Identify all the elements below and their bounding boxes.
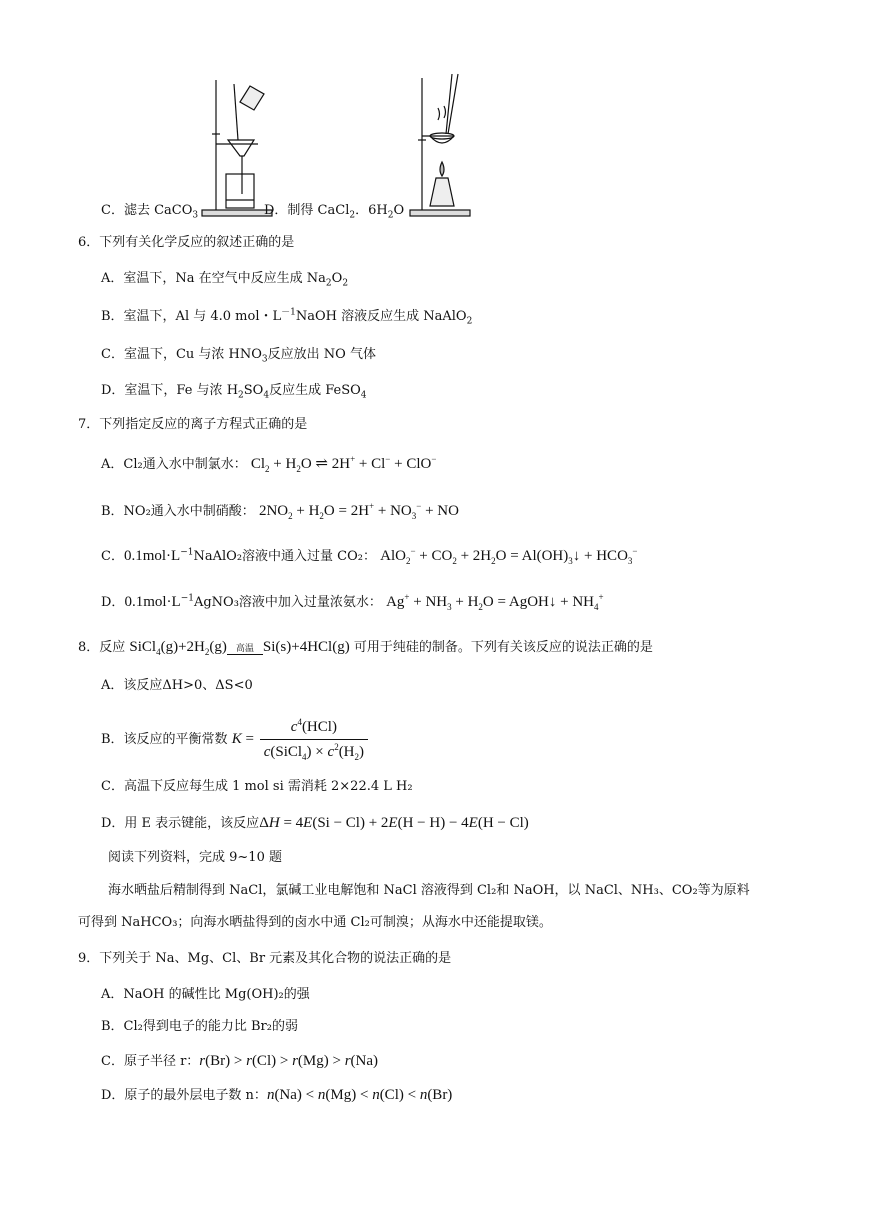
q6-stem: 6．下列有关化学反应的叙述正确的是 [78, 235, 295, 250]
q7c-equation: $AlO_2^- + CO_2 + 2H_2O$ = $Al(OH)_3↓ + HCO_3^-$ [380, 546, 638, 566]
q9-stem: 9．下列关于 Na、Mg、Cl、Br 元素及其化合物的说法正确的是 [78, 951, 452, 966]
q8-reaction: $SiCl_4(g)+2H_2(g)$ 高温 Si(s)+4HCl(g) [129, 639, 350, 657]
q7d-equation: $Ag^+ + NH_3 + H_2O$ = AgOH↓ + $NH_4^+$ [386, 592, 604, 612]
q7-option-b: B．NO₂通入水中制硝酸： $2NO_2 + H_2O = 2H^+ + NO_3^-$ + NO [101, 501, 459, 521]
q7-option-a: A．Cl₂通入水中制氯水： $Cl_2 + H_2O$ ⇌ 2H+ + Cl− + ClO− [101, 454, 437, 474]
reading-intro: 阅读下列资料，完成 9~10 题 [108, 850, 282, 865]
evaporation-apparatus-figure [408, 70, 474, 220]
q6-option-d: D．室温下，Fe 与浓 $H_2SO_4$反应生成 FeSO$_4$ [101, 383, 367, 401]
q7b-equation: $2NO_2 + H_2O = 2H^+ + NO_3^-$ + NO [258, 501, 459, 521]
bond-energy-equation: ΔH = 4E(Si − Cl) + 2E(H − H) − 4E(H − Cl) [259, 815, 529, 831]
q8-option-b: B．该反应的平衡常数 K = $\frac{c^4(HCl)}{c(SiCl_4) \times c^2(H_2)}$ [101, 716, 370, 763]
q6-option-c: C．室温下，Cu 与浓 $HNO_3$反应放出 NO 气体 [101, 347, 376, 365]
q7-option-d: D．$0.1mol\cdot L^{-1}AgNO_3$溶液中加入过量浓氨水： $Ag^+ + NH_3 + H_2O$ = AgOH↓ + $NH_4^+$ [101, 592, 604, 612]
q8-option-a: A．该反应ΔH>0、ΔS<0 [101, 678, 253, 693]
q5-option-d: D．制得 CaCl$_2$．$6H_2O$ [264, 203, 405, 221]
filtration-apparatus-figure [198, 74, 278, 220]
valence-electron-comparison: n(Na) < n(Mg) < n(Cl) < n(Br) [266, 1087, 453, 1103]
atomic-radius-comparison: r(Br) > r(Cl) > r(Mg) > r(Na) [199, 1053, 379, 1069]
equilibrium-constant-fraction: $\frac{c^4(HCl)}{c(SiCl_4) \times c^2(H_2)}$ [260, 716, 368, 763]
q8-option-d: D．用 E 表示键能，该反应ΔH = 4E(Si − Cl) + 2E(H − H) − 4E(H − Cl) [101, 815, 529, 831]
q5-option-c: C．滤去 CaCO$_3$ [101, 203, 199, 221]
q7-stem: 7．下列指定反应的离子方程式正确的是 [78, 417, 308, 432]
q8-stem: 8．反应 $SiCl_4(g)+2H_2(g)$ 高温 Si(s)+4HCl(g) 可用于纯硅的制备。下列有关该反应的说法正确的是 [78, 639, 653, 657]
q6-option-b: B．室温下，Al 与 4.0 mol・$L^{-1}NaOH$ 溶液反应生成 NaAlO$_2$ [101, 307, 473, 327]
q9-option-b: B．Cl₂得到电子的能力比 Br₂的弱 [101, 1019, 298, 1034]
reaction-arrow-high-temp: 高温 [227, 644, 263, 655]
q7a-equation: $Cl_2 + H_2O$ ⇌ 2H+ + Cl− + ClO− [250, 454, 437, 474]
q9-option-a: A．NaOH 的碱性比 Mg(OH)₂的强 [101, 987, 310, 1002]
q7-option-c: C．$0.1mol\cdot L^{-1}NaAlO_2$溶液中通入过量 CO₂： $AlO_2^- + CO_2 + 2H_2O$ = $Al(OH)_3↓ + HCO_3^-$ [101, 546, 638, 566]
q8-option-c: C．高温下反应每生成 1 mol si 需消耗 2×22.4 L H₂ [101, 779, 413, 794]
q9-option-c: C．原子半径 r：r(Br) > r(Cl) > r(Mg) > r(Na) [101, 1053, 379, 1069]
reading-paragraph-line2: 可得到 NaHCO₃；向海水晒盐得到的卤水中通 Cl₂可制溴；从海水中还能提取镁。 [78, 915, 552, 930]
q6-option-a: A．室温下，Na 在空气中反应生成 $Na_2O_2$ [101, 271, 349, 289]
reading-paragraph-line1: 海水晒盐后精制得到 NaCl，氯碱工业电解饱和 NaCl 溶液得到 Cl₂和 NaOH，以 NaCl、NH₃、CO₂等为原料 [108, 883, 750, 898]
q9-option-d: D．原子的最外层电子数 n：n(Na) < n(Mg) < n(Cl) < n(Br) [101, 1087, 453, 1103]
